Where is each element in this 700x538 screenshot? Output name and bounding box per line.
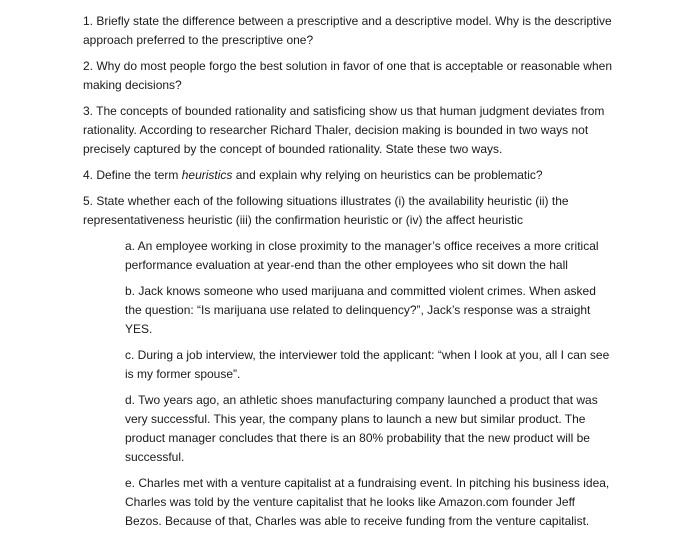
situation-c: c. During a job interview, the interviewer told the applicant: “when I look at you, all I can see is my former spouse”. — [125, 348, 610, 381]
question-2: 2. Why do most people forgo the best solution in favor of one that is acceptable or reasonable when making decisions? — [83, 59, 612, 92]
situation-d: d. Two years ago, an athletic shoes manufacturing company launched a product that was very successful. This year, the company plans to launch a new but similar product. The product manager concludes that there is an 80% probability that the new product will be successful. — [125, 393, 598, 464]
question-4-start: 4. Define the term — [83, 168, 182, 182]
question-3: 3. The concepts of bounded rationality and satisficing show us that human judgment deviates from rationality. According to researcher Richard Thaler, decision making is bounded in two ways not precisely captured by the concept of bounded rationality. State these two ways. — [83, 104, 605, 156]
question-4 — [83, 166, 618, 185]
question-4-end: and explain why relying on heuristics can be problematic? — [232, 168, 543, 182]
situation-e: e. Charles met with a venture capitalist at a fundraising event. In pitching his business idea, Charles was told by the venture capitalist that he looks like Amazon.com founder Jeff Bezos. Because of that, Charles was able to receive funding from the venture capitalist. — [125, 476, 610, 528]
situation-a: a. An employee working in close proximity to the manager’s office receives a more critical performance evaluation at year-end than the other employees who sit down the hall — [125, 239, 599, 272]
question-1: 1. Briefly state the difference between a prescriptive and a descriptive model. Why is the descriptive approach preferred to the prescriptive one? — [83, 14, 612, 47]
question-4-term: heuristics — [181, 168, 233, 182]
question-sheet — [83, 12, 618, 538]
situation-b: b. Jack knows someone who used marijuana and committed violent crimes. When asked the question: “Is marijuana use related to delinquency?”, Jack’s response was a straight YES. — [125, 284, 596, 336]
situation-list — [125, 237, 615, 531]
question-5: 5. State whether each of the following situations illustrates (i) the availability heuristic (ii) the representativeness heuristic (iii) the confirmation heuristic or (iv) the affect heuristic — [83, 194, 569, 227]
